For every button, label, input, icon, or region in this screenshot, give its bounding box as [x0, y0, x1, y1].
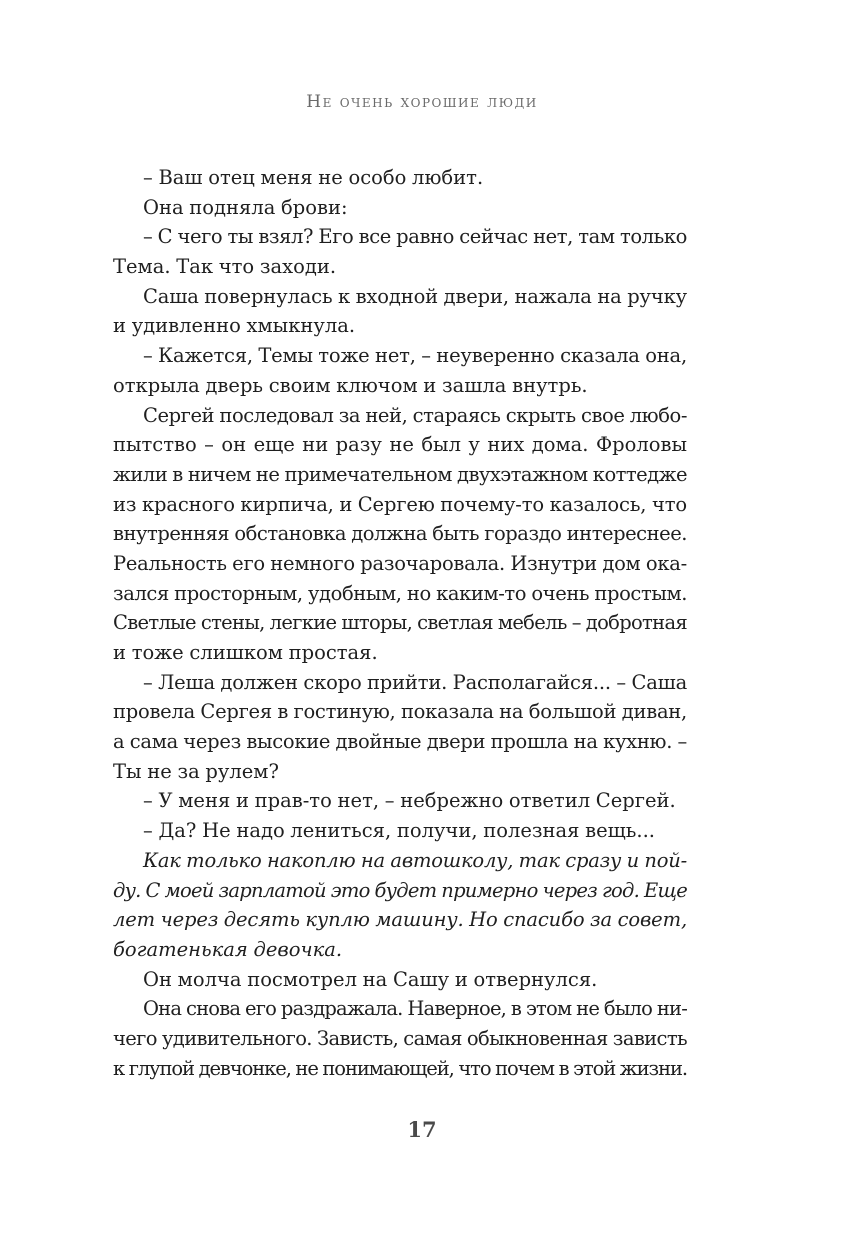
text-line: из красного кирпича, и Сергею почему-то казалось, что	[113, 492, 687, 516]
text-line: а сама через высокие двойные двери прошла на кухню. –	[113, 730, 687, 754]
text-line: Реальность его немного разочаровала. Изнутри дом ока-	[113, 551, 687, 575]
text-line: зался просторным, удобным, но каким-то очень простым.	[113, 581, 687, 605]
page-number: 17	[407, 1117, 437, 1142]
text-line: Саша повернулась к входной двери, нажала на ручку	[143, 284, 687, 308]
text-line: – Да? Не надо лениться, получи, полезная вещь...	[143, 819, 656, 843]
text-line: ду. С моей зарплатой это будет примерно через год. Еще	[113, 878, 687, 902]
text-line: внутренняя обстановка должна быть гораздо интереснее.	[113, 522, 687, 546]
running-head: Не очень хорошие люди	[306, 92, 538, 112]
text-line: Он молча посмотрел на Сашу и отвернулся.	[143, 967, 598, 991]
text-line: – Кажется, Темы тоже нет, – неуверенно сказала она,	[143, 344, 687, 368]
text-line: – У меня и прав-то нет, – небрежно ответил Сергей.	[143, 789, 676, 813]
text-line: богатенькая девочка.	[113, 937, 343, 961]
text-line: жили в ничем не примечательном двухэтажном коттедже	[113, 462, 687, 486]
text-line: и тоже слишком простая.	[113, 641, 378, 664]
text-line: Она снова его раздражала. Наверное, в этом не было ни-	[143, 997, 687, 1021]
body-text	[113, 163, 687, 1083]
text-line: – Ваш отец меня не особо любит.	[143, 166, 484, 189]
text-line: чего удивительного. Зависть, самая обыкновенная зависть	[113, 1026, 687, 1050]
text-line: Ты не за рулем?	[113, 759, 279, 783]
text-line: провела Сергея в гостиную, показала на большой диван,	[113, 700, 687, 724]
text-line: Светлые стены, легкие шторы, светлая мебель – добротная	[113, 611, 687, 635]
text-line: Она подняла брови:	[143, 195, 348, 219]
text-line: Тема. Так что заходи.	[113, 255, 337, 279]
text-line: – С чего ты взял? Его все равно сейчас нет, там только	[143, 225, 687, 249]
text-line: лет через десять куплю машину. Но спасибо за совет,	[113, 908, 687, 932]
text-line: пытство – он еще ни разу не был у них дома. Фроловы	[113, 433, 687, 457]
text-line: Сергей последовал за ней, стараясь скрыть свое любо-	[143, 403, 687, 427]
text-line: и удивленно хмыкнула.	[113, 314, 356, 338]
text-line: открыла дверь своим ключом и зашла внутрь.	[113, 373, 588, 397]
text-line: к глупой девчонке, не понимающей, что почем в этой жизни.	[113, 1056, 687, 1080]
text-line: – Леша должен скоро прийти. Располагайся... – Саша	[143, 670, 688, 694]
text-line: Как только накоплю на автошколу, так сразу и пой-	[143, 848, 688, 872]
